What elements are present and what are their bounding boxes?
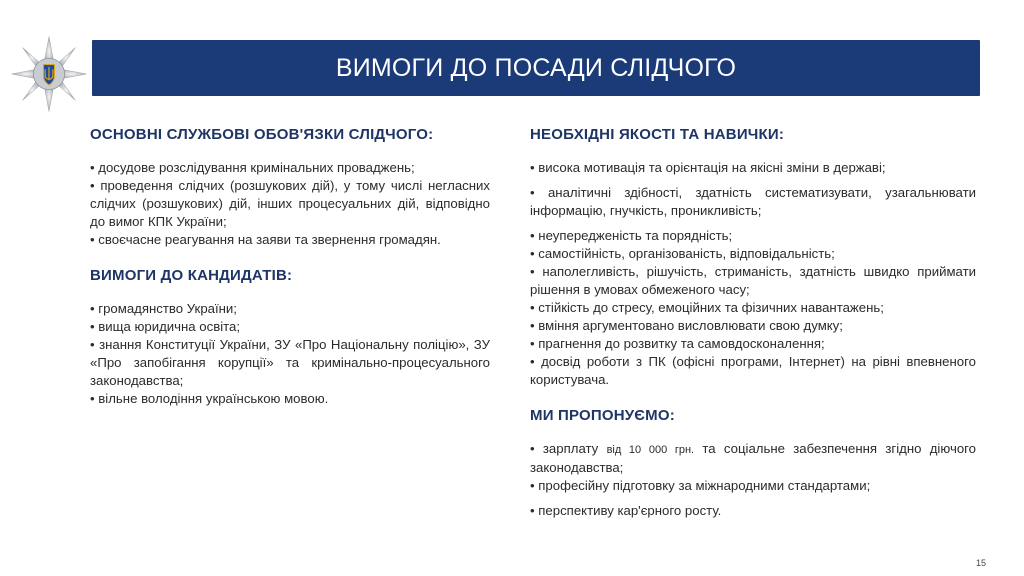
- list-item: • неупередженість та порядність;: [530, 228, 733, 243]
- list-item: • самостійність, організованість, відповідальність;: [530, 246, 835, 261]
- requirements-heading: ВИМОГИ ДО КАНДИДАТІВ:: [90, 267, 293, 284]
- page-title: ВИМОГИ ДО ПОСАДИ СЛІДЧОГО: [335, 53, 737, 82]
- salary-amount: від 10 000 грн.: [606, 444, 695, 456]
- list-item: • вища юридична освіта;: [90, 319, 241, 334]
- list-item: [530, 440, 976, 477]
- left-column: [90, 126, 490, 426]
- page-number: 15: [975, 558, 986, 568]
- list-item: • проведення слідчих (розшукових дій), у тому числі негласних слідчих (розшукових) дій, інших процесуальних дій, відповідно до вимог КПК України;: [90, 178, 490, 229]
- list-item: • досудове розслідування кримінальних проваджень;: [90, 160, 415, 175]
- list-item: • професійну підготовку за міжнародними стандартами;: [530, 478, 871, 493]
- requirements-list: [90, 300, 490, 408]
- qualities-heading: НЕОБХІДНІ ЯКОСТІ ТА НАВИЧКИ:: [530, 126, 785, 143]
- list-item: • висока мотивація та орієнтація на якісні зміни в державі;: [530, 160, 886, 175]
- police-emblem-icon: [10, 35, 88, 113]
- duties-section: [90, 126, 490, 249]
- list-item: • наполегливість, рішучість, стриманість, здатність швидко приймати рішення в умовах обмеженого часу;: [530, 264, 976, 297]
- title-bar: [92, 40, 980, 96]
- duties-list: [90, 159, 490, 249]
- list-item: • громадянство України;: [90, 301, 237, 316]
- list-item: • знання Конституції України, ЗУ «Про Національну поліцію», ЗУ «Про запобігання корупції» та кримінально-процесуального законодавства;: [90, 337, 490, 388]
- list-item: • своєчасне реагування на заяви та звернення громадян.: [90, 232, 441, 247]
- list-item: • аналітичні здібності, здатність систематизувати, узагальнювати інформацію, гнучкість, проникливість;: [530, 185, 976, 218]
- list-item: • прагнення до розвитку та самовдосконалення;: [530, 336, 825, 351]
- offer-list: [530, 440, 976, 520]
- duties-heading: ОСНОВНІ СЛУЖБОВІ ОБОВ'ЯЗКИ СЛІДЧОГО:: [90, 126, 434, 143]
- list-item: • вміння аргументовано висловлювати свою думку;: [530, 318, 843, 333]
- offer-section: [530, 407, 976, 520]
- requirements-section: [90, 267, 490, 408]
- right-column: [530, 126, 976, 538]
- qualities-section: [530, 126, 976, 389]
- list-item: • вільне володіння українською мовою.: [90, 391, 329, 406]
- list-item: • досвід роботи з ПК (офісні програми, Інтернет) на рівні впевненого користувача.: [530, 354, 976, 387]
- list-item: • стійкість до стресу, емоційних та фізичних навантажень;: [530, 300, 884, 315]
- qualities-list: [530, 159, 976, 389]
- offer-heading: МИ ПРОПОНУЄМО:: [530, 407, 675, 424]
- salary-suffix: та соціальне забезпечення згідно діючого законодавства;: [530, 441, 977, 475]
- list-item: • перспективу кар'єрного росту.: [530, 503, 722, 518]
- salary-prefix: • зарплату: [530, 441, 599, 456]
